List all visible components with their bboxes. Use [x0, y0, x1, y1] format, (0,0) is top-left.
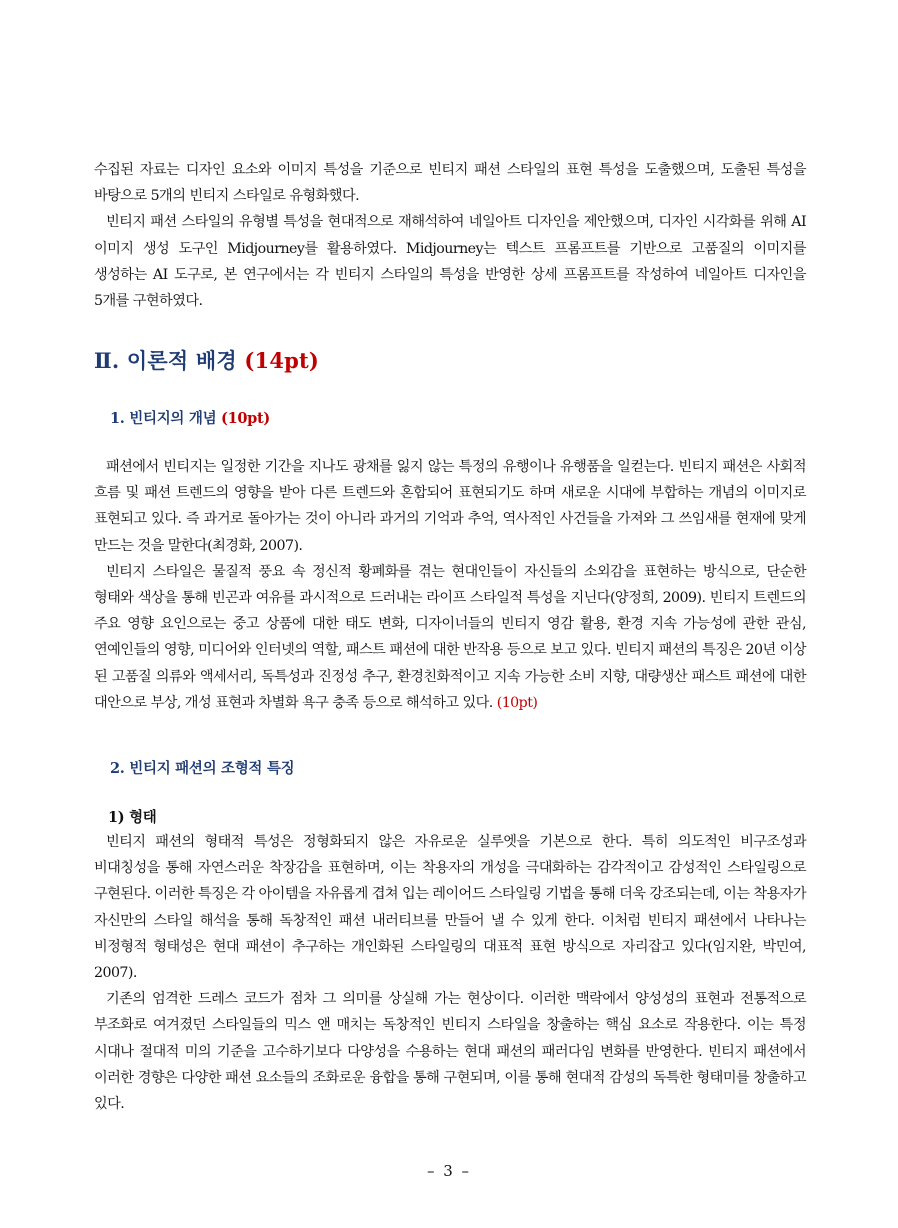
- form-paragraph-1: 빈티지 패션의 형태적 특성은 정형화되지 않은 자유로운 실루엣을 기본으로 한다. 특히 의도적인 비구조성과 비대칭성을 통해 자연스러운 착장감을 표현하며, 이는 착용자의 개성을 극대화하는 감각적이고 감성적인 스타일링으로 구현된다. 이러한 특징은 각 아이템을 자유롭게 겹쳐 입는 레이어드 스타일링 기법을 통해 더욱 강조되는데, 이는 착용자가 자신만의 스타일 해석을 통해 독창적인 패션 내러티브를 만들어 낼 수 있게 한다. 이처럼 빈티지 패션에서 나타나는 비정형적 형태성은 현대 패션이 추구하는 개인화된 스타일링의 대표적 표현 방식으로 자리잡고 있다(임지완, 박민여, 2007).: [94, 834, 806, 982]
- intro-section: [94, 157, 806, 314]
- vintage-concept-paragraph-1: 패션에서 빈티지는 일정한 기간을 지나도 광채를 잃지 않는 특정의 유행이나 유행품을 일컫는다. 빈티지 패션은 사회적 흐름 및 패션 트렌드의 영향을 받아 다른 트렌드와 혼합되어 표현되기도 하며 새로운 시대에 부합하는 개념의 이미지로 표현되고 있다. 즉 과거로 돌아가는 것이 아니라 과거의 기억과 추억, 역사적인 사건들을 가져와 그 쓰임새를 현재에 맞게 만드는 것을 말한다(최경화, 2007).: [94, 459, 806, 554]
- subsubsection-heading-form: [108, 806, 157, 827]
- vintage-concept-section: [94, 454, 806, 716]
- paragraph-size-note: (10pt): [496, 694, 538, 711]
- subsection-title: 1. 빈티지의 개념: [110, 410, 217, 427]
- subsection-heading-vintage-concept: [110, 407, 270, 428]
- form-paragraph-2: 기존의 엄격한 드레스 코드가 점차 그 의미를 상실해 가는 현상이다. 이러한 맥락에서 양성성의 표현과 전통적으로 부조화로 여겨졌던 스타일들의 믹스 앤 매치는 독창적인 빈티지 스타일을 창출하는 핵심 요소로 작용한다. 이는 특정 시대나 절대적 미의 기준을 고수하기보다 다양성을 수용하는 현대 패션의 패러다임 변화를 반영한다. 빈티지 패션에서 이러한 경향은 다양한 패션 요소들의 조화로운 융합을 통해 구현되며, 이를 통해 현대적 감성의 독특한 형태미를 창출하고 있다.: [94, 991, 806, 1113]
- subsubsection-title: 1) 형태: [108, 809, 157, 826]
- vintage-concept-paragraph-2: [94, 559, 806, 716]
- subsection-title: 2. 빈티지 패션의 조형적 특징: [110, 760, 295, 777]
- subsection-heading-formative-characteristics: [110, 757, 294, 778]
- section-title: Ⅱ. 이론적 배경: [94, 348, 237, 373]
- section-heading-theoretical-background: [94, 345, 319, 375]
- subsection-size-note: (10pt): [221, 410, 270, 427]
- intro-paragraph-1: 수집된 자료는 디자인 요소와 이미지 특성을 기준으로 빈티지 패션 스타일의 표현 특성을 도출했으며, 도출된 특성을 바탕으로 5개의 빈티지 스타일로 유형화했다.: [94, 162, 806, 205]
- paragraph-text: 빈티지 스타일은 물질적 풍요 속 정신적 황폐화를 겪는 현대인들이 자신들의 소외감을 표현하는 방식으로, 단순한 형태와 색상을 통해 빈곤과 여유를 과시적으로 드러내는 라이프 스타일적 특성을 지닌다(양정희, 2009). 빈티지 트렌드의 주요 영향 요인으로는 중고 상품에 대한 태도 변화, 디자이너들의 빈티지 영감 활용, 환경 지속 가능성에 관한 관심, 연예인들의 영향, 미디어와 인터넷의 역할, 패스트 패션에 대한 반작용 등으로 보고 있다. 빈티지 패션의 특징은 20년 이상 된 고품질 의류와 액세서리, 독특성과 진정성 추구, 환경친화적이고 지속 가능한 소비 지향, 대량생산 패스트 패션에 대한 대안으로 부상, 개성 표현과 차별화 욕구 충족 등으로 해석하고 있다.: [94, 563, 806, 711]
- page-number: – 3 –: [426, 1162, 472, 1180]
- section-size-note: (14pt): [244, 348, 320, 373]
- intro-paragraph-2: 빈티지 패션 스타일의 유형별 특성을 현대적으로 재해석하여 네일아트 디자인을 제안했으며, 디자인 시각화를 위해 AI 이미지 생성 도구인 Midjourney를 활용하였다. Midjourney는 텍스트 프롬프트를 기반으로 고품질의 이미지를 생성하는 AI 도구로, 본 연구에서는 각 빈티지 스타일의 특성을 반영한 상세 프롬프트를 작성하여 네일아트 디자인을 5개를 구현하였다.: [94, 214, 806, 310]
- form-section: [94, 829, 806, 1117]
